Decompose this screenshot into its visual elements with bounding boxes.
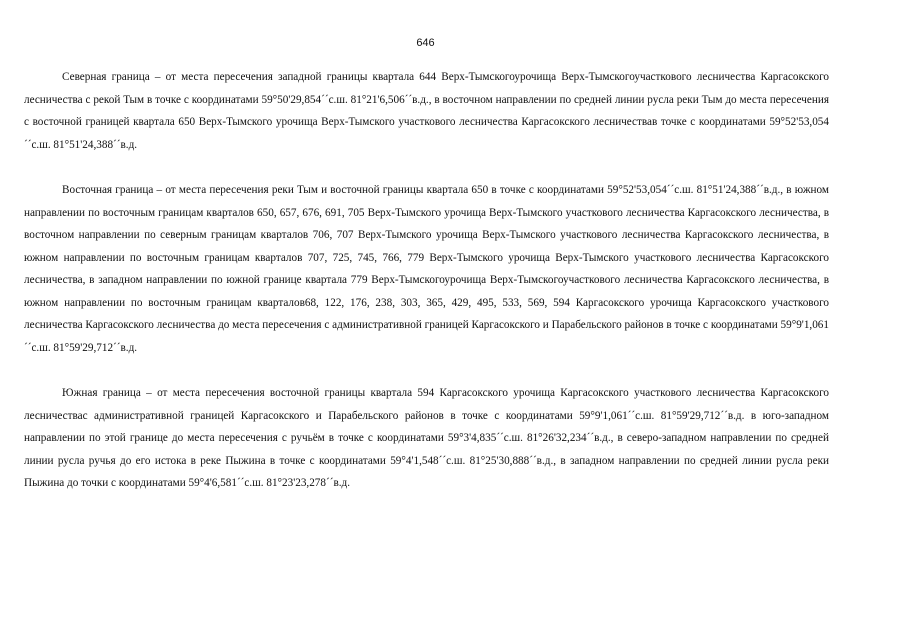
page-number: 646 — [416, 37, 435, 49]
document-body — [24, 66, 829, 518]
paragraph-eastern-boundary: Восточная граница – от места пересечения реки Тым и восточной границы квартала 650 в точке с координатами 59°52'53,054´´с.ш. 81°51'24,388´´в.д., в южном направлении по восточным границам кварталов 650, 657, 676, 691, 705 Верх-Тымского урочища Верх-Тымского участкового лесничества Каргасокского лесничества, в восточном направлении по северным границам кварталов 706, 707 Верх-Тымского урочища Верх-Тымского участкового лесничества Каргасокского лесничества, в южном направлении по восточным границам кварталов 707, 725, 745, 766, 779 Верх-Тымского урочища Верх-Тымского участкового лесничества Каргасокского лесничества, в западном направлении по южной границе квартала 779 Верх-Тымскогоурочища Верх-Тымскогоучасткового лесничества Каргасокского лесничества, в южном направлении по восточным границам кварталов68, 122, 176, 238, 303, 365, 429, 495, 533, 569, 594 Каргасокского урочища Каргасокского участкового лесничества Каргасокского лесничества до места пересечения с административной границей Каргасокского и Парабельского районов в точке с координатами 59°9'1,061´´с.ш. 81°59'29,712´´в.д. — [24, 184, 829, 354]
paragraph-southern-boundary: Южная граница – от места пересечения восточной границы квартала 594 Каргасокского урочища Каргасокского участкового лесничества Каргасокского лесничествас административной границей Каргасокского и Парабельского районов в точке с координатами 59°9'1,061´´с.ш. 81°59'29,712´´в.д. в юго-западном направлении по этой границе до места пересечения с ручьём в точке с координатами 59°3'4,835´´с.ш. 81°26'32,234´´в.д., в северо-западном направлении по средней линии русла ручья до его истока в реке Пыжина в точке с координатами 59°4'1,548´´с.ш. 81°25'30,888´´в.д., в западном направлении по средней линии русла реки Пыжина до точки с координатами 59°4'6,581´´с.ш. 81°23'23,278´´в.д. — [24, 387, 829, 489]
paragraph-northern-boundary: Северная граница – от места пересечения западной границы квартала 644 Верх-Тымскогоурочища Верх-Тымскогоучасткового лесничества Каргасокского лесничества с рекой Тым в точке с координатами 59°50'29,854´´с.ш. 81°21'6,506´´в.д., в восточном направлении по средней линии русла реки Тым до места пересечения с восточной границей квартала 650 Верх-Тымского урочища Верх-Тымского участкового лесничества Каргасокского лесничествав точке с координатами 59°52'53,054´´с.ш. 81°51'24,388´´в.д. — [24, 71, 829, 151]
